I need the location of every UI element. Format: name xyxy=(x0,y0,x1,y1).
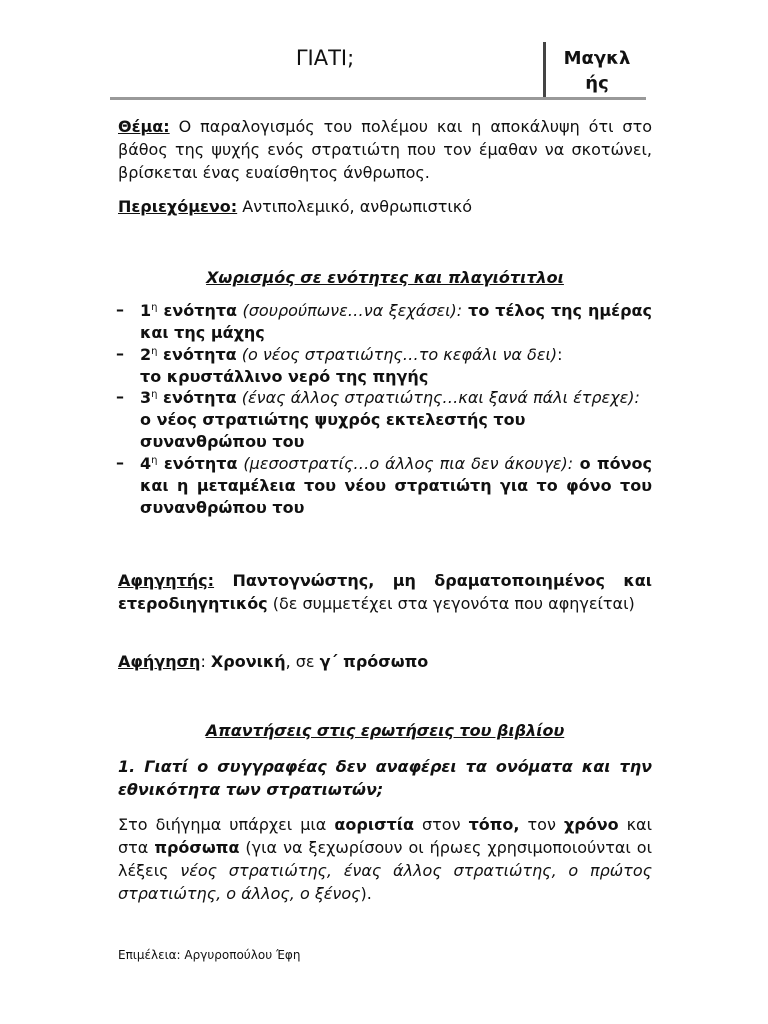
unit-number: 2 xyxy=(140,345,152,364)
answer-text: στον xyxy=(413,815,469,834)
answer-text: ). xyxy=(360,884,372,903)
question-1: 1. Γιατί ο συγγραφέας δεν αναφέρει τα ονόματα και την εθνικότητα των στρατιωτών; xyxy=(118,757,652,799)
author-line-2: ής xyxy=(585,73,609,94)
answer-bold: τόπο, xyxy=(468,815,520,834)
unit-number: 3 xyxy=(140,388,152,407)
answer-text: και στα xyxy=(118,815,653,857)
answer-text: τον xyxy=(519,815,564,834)
unit-subtitle: ο νέος στρατιώτης ψυχρός εκτελεστής του συνανθρώπου του xyxy=(140,410,526,451)
narration-mid: , σε xyxy=(285,652,320,671)
list-item-unit-1 xyxy=(140,300,652,344)
list-item-unit-2 xyxy=(140,344,652,388)
theme-paragraph xyxy=(118,115,652,184)
header-vertical-rule xyxy=(543,42,546,99)
footer-name: Αργυροπούλου Έφη xyxy=(184,948,301,962)
document-title: ΓΙΑΤΙ; xyxy=(295,46,355,70)
list-dash: – xyxy=(116,453,124,472)
unit-label: ενότητα xyxy=(157,345,237,364)
theme-text: Ο παραλογισμός του πολέμου και η αποκάλυψη ότι στο βάθος της ψυχής ενός στρατιώτη που τον έμαθαν να σκοτώνει, βρίσκεται ένας ευαίσθητος άνθρωπος. xyxy=(118,117,652,182)
unit-ordinal: η xyxy=(151,389,158,400)
answer-text: (για να ξεχωρίσουν οι ήρωες χρησιμοποιούνται οι λέξεις xyxy=(118,838,653,880)
narrator-paragraph xyxy=(118,569,652,615)
content-text: Αντιπολεμικό, ανθρωπιστικό xyxy=(237,197,472,216)
unit-subtitle: ο πόνος και η μεταμέλεια του νέου στρατιώτη για το φόνο του συνανθρώπου του xyxy=(140,454,653,517)
unit-number: 1 xyxy=(140,301,152,320)
list-item-unit-3 xyxy=(140,387,652,453)
narration-label: Αφήγηση xyxy=(118,652,201,671)
unit-subtitle: το τέλος της ημέρας και της μάχης xyxy=(140,301,652,342)
list-dash: – xyxy=(116,300,124,319)
footer-label: Επιμέλεια xyxy=(118,948,177,962)
list-item-unit-4 xyxy=(140,453,652,519)
answer-bold: χρόνο xyxy=(563,815,619,834)
unit-subtitle: το κρυστάλλινο νερό της πηγής xyxy=(140,367,429,386)
narration-paragraph xyxy=(118,650,652,673)
unit-colon: : xyxy=(557,345,563,364)
narration-type: Χρονική xyxy=(210,652,286,671)
narration-separator: : xyxy=(200,652,211,671)
footer-separator: : xyxy=(176,948,185,962)
content-paragraph xyxy=(118,195,652,218)
unit-range: (μεσοστρατίς…ο άλλος πια δεν άκουγε): xyxy=(237,454,574,473)
answer-1 xyxy=(118,813,652,905)
unit-number: 4 xyxy=(140,454,152,473)
answer-text: Στο διήγημα υπάρχει μια xyxy=(118,815,335,834)
unit-range: (ο νέος στρατιώτης…το κεφάλι να δει) xyxy=(236,345,558,364)
header-horizontal-rule xyxy=(110,97,646,100)
narrator-label: Αφηγητής: xyxy=(118,571,215,590)
author-line-1: Μαγκλ xyxy=(563,48,631,69)
unit-ordinal: η xyxy=(151,346,158,357)
answers-section-title: Απαντήσεις στις ερωτήσεις του βιβλίου xyxy=(205,721,565,740)
unit-ordinal: η xyxy=(151,455,158,466)
unit-ordinal: η xyxy=(151,302,158,313)
unit-label: ενότητα xyxy=(157,454,238,473)
list-dash: – xyxy=(116,344,124,363)
unit-range: (ένας άλλος στρατιώτης…και ξανά πάλι έτρεχε): xyxy=(236,388,640,407)
unit-range: (σουρούπωνε…να ξεχάσει): xyxy=(237,301,463,320)
answer-italic: νέος στρατιώτης, ένας άλλος στρατιώτης, ο πρώτος στρατιώτης, ο άλλος, ο ξένος xyxy=(118,861,652,903)
narration-person: γ΄ πρόσωπο xyxy=(319,652,429,671)
theme-label: Θέμα: xyxy=(118,117,170,136)
unit-label: ενότητα xyxy=(157,301,238,320)
author-name xyxy=(548,46,646,96)
narrator-type: Παντογνώστης, μη δραματοποιημένος και ετεροδιηγητικός xyxy=(118,571,652,613)
list-dash: – xyxy=(116,387,124,406)
units-section-title: Χωρισμός σε ενότητες και πλαγιότιτλοι xyxy=(206,268,564,287)
content-label: Περιεχόμενο: xyxy=(118,197,238,216)
unit-label: ενότητα xyxy=(157,388,237,407)
answer-bold: αοριστία xyxy=(334,815,414,834)
footer-credit xyxy=(118,948,300,962)
narrator-note: (δε συμμετέχει στα γεγονότα που αφηγείται) xyxy=(267,594,635,613)
answer-bold: πρόσωπα xyxy=(154,838,240,857)
